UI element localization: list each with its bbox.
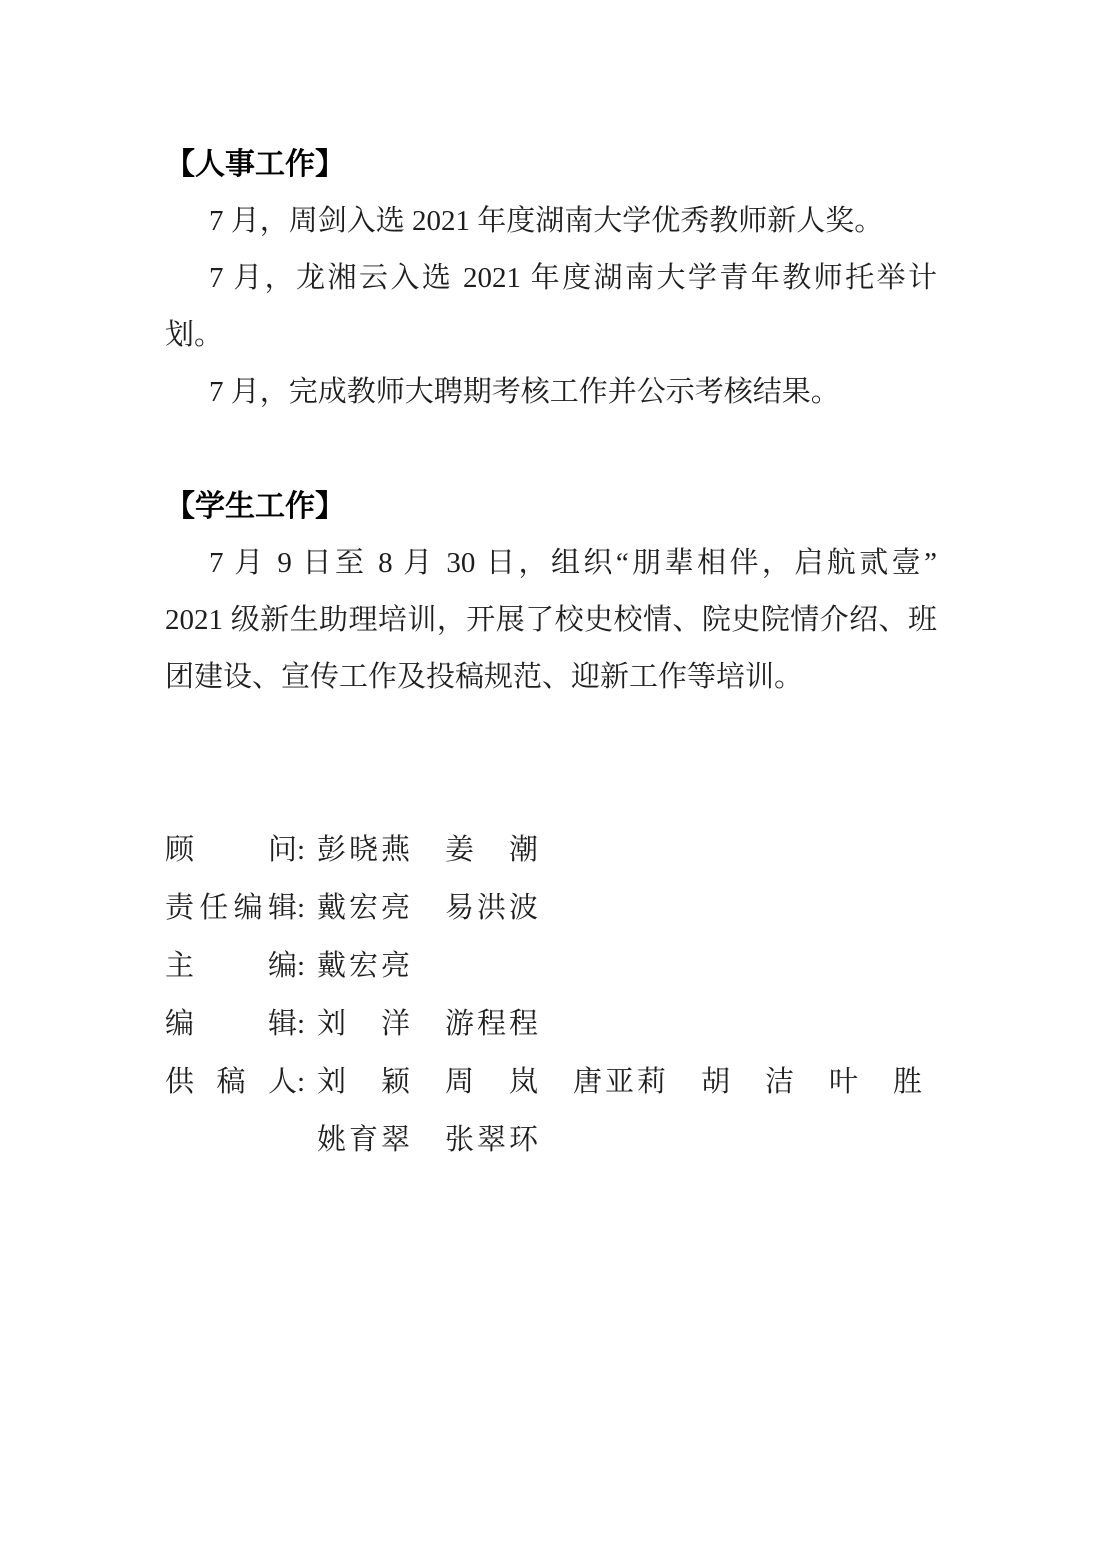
credit-label: 供稿人 xyxy=(165,1066,297,1098)
credit-names: 刘 洋 游程程 xyxy=(317,1008,542,1040)
credit-row-chief-editor xyxy=(165,937,937,995)
section-personnel-heading: 【人事工作】 xyxy=(165,148,345,181)
credit-colon: : xyxy=(297,1008,306,1040)
credit-row-advisor xyxy=(165,821,937,879)
credit-label: 编 辑 xyxy=(165,1008,297,1040)
section-students-heading: 【学生工作】 xyxy=(165,490,345,523)
credit-colon: : xyxy=(297,950,306,982)
paragraph-line: 划。 xyxy=(165,319,224,351)
credit-row-editor xyxy=(165,995,937,1053)
section-students xyxy=(165,478,937,706)
paragraph-line: 2021 级新生助理培训，开展了校史校情、院史院情介绍、班 xyxy=(165,604,937,636)
paragraph-line: 7 月 9 日至 8 月 30 日，组织“朋辈相伴，启航贰壹” xyxy=(209,547,937,579)
credit-names: 刘 颖 周 岚 唐亚莉 胡 洁 叶 胜 xyxy=(317,1066,926,1098)
credit-colon: : xyxy=(297,834,306,866)
credit-names: 姚育翠 张翠环 xyxy=(317,1124,542,1156)
credit-row-responsible-editor xyxy=(165,879,937,937)
credit-row-contributors xyxy=(165,1053,937,1111)
paragraph-line: 7 月，周剑入选 2021 年度湖南大学优秀教师新人奖。 xyxy=(209,205,884,237)
credit-row-contributors-continued xyxy=(165,1111,937,1169)
paragraph-line: 7 月，完成教师大聘期考核工作并公示考核结果。 xyxy=(209,376,840,408)
paragraph-line: 7 月，龙湘云入选 2021 年度湖南大学青年教师托举计 xyxy=(209,262,937,294)
credits-block xyxy=(165,821,937,1169)
credit-label: 责任编辑 xyxy=(165,892,297,924)
credit-colon: : xyxy=(297,892,306,924)
credit-label: 主 编 xyxy=(165,950,297,982)
credit-names: 戴宏亮 xyxy=(317,950,414,982)
credit-label: 顾 问 xyxy=(165,834,297,866)
paragraph-line: 团建设、宣传工作及投稿规范、迎新工作等培训。 xyxy=(165,661,804,693)
credit-names: 彭晓燕 姜 潮 xyxy=(317,834,542,866)
section-personnel xyxy=(165,136,937,421)
credit-colon: : xyxy=(297,1066,306,1098)
credit-names: 戴宏亮 易洪波 xyxy=(317,892,542,924)
